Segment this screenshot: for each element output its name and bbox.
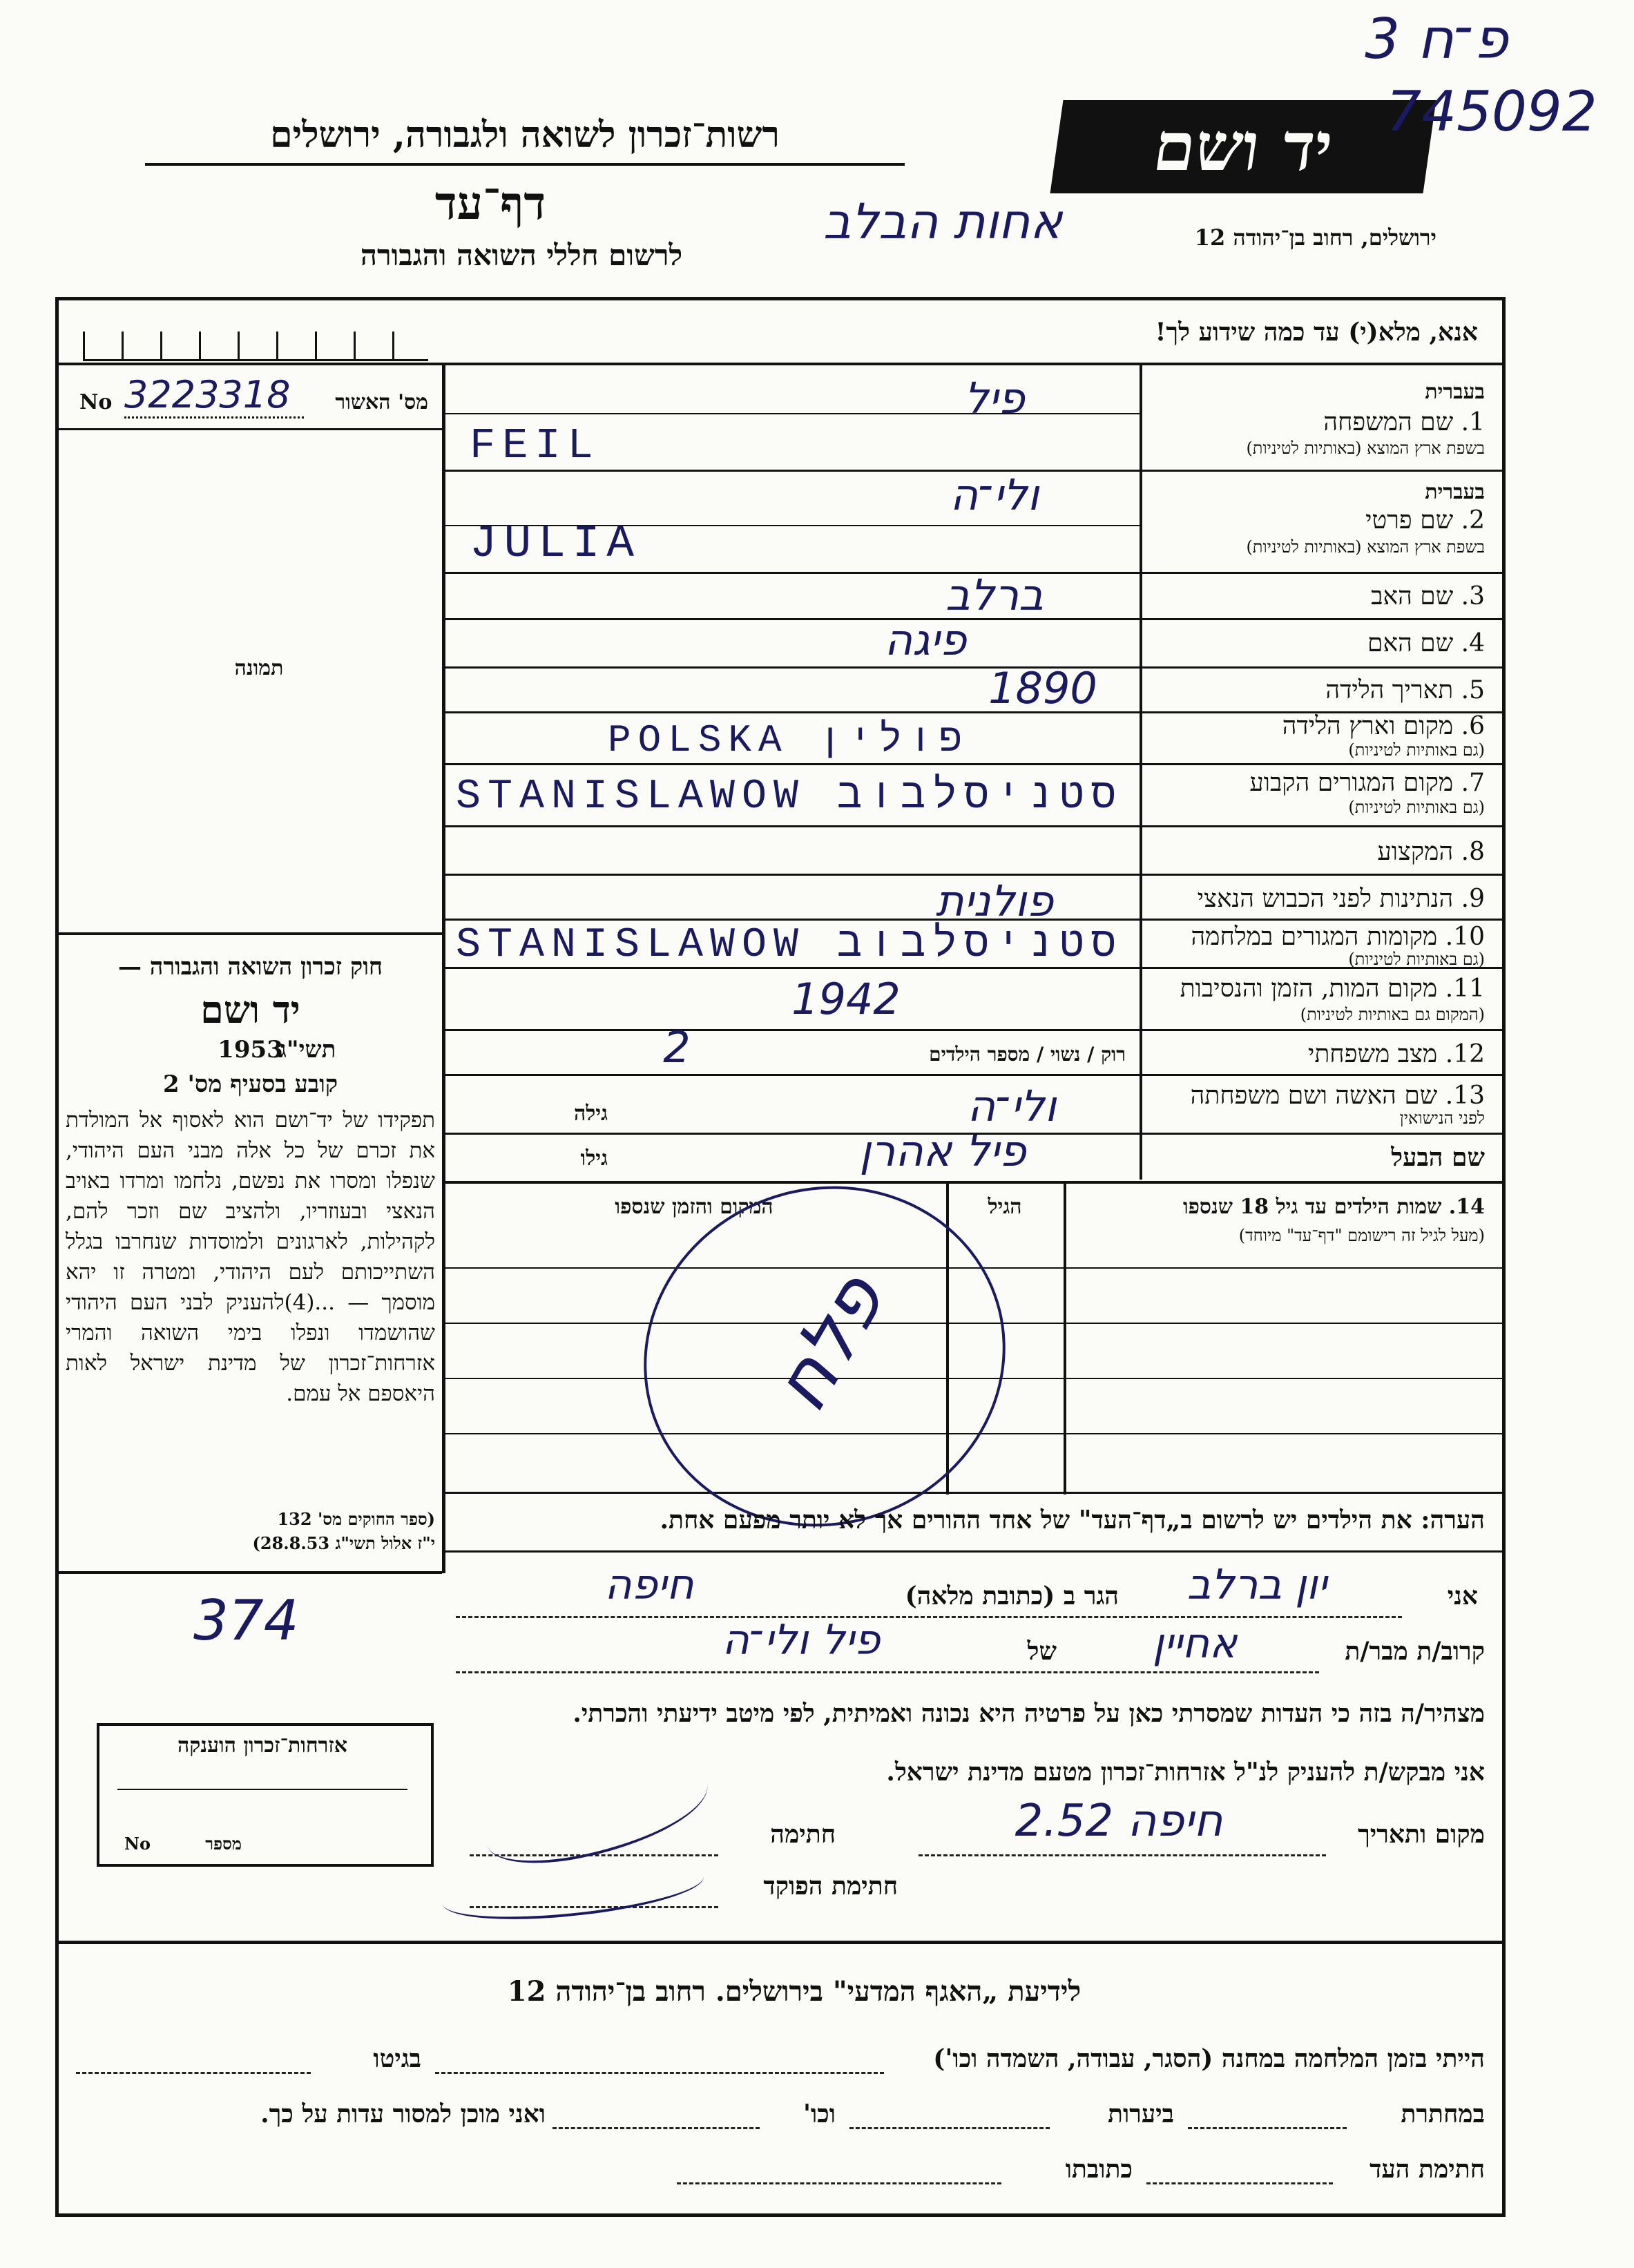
declaration-of-label: של (1027, 1637, 1057, 1666)
law-clause: קובע בסעיף מס' 2 (162, 1070, 338, 1098)
field-7-label: 7. מקום המגורים הקבוע (1249, 769, 1485, 797)
field-1-value-latin: FEIL (470, 421, 600, 470)
law-year: 1953 (218, 1036, 283, 1064)
citizenship-box-title: אזרחות־זכרון הוענקה (177, 1733, 348, 1758)
field-12-label: 12. מצב משפחתי (1307, 1040, 1485, 1068)
field-10-value: STANISLAWOW סטניסלבוב (456, 922, 1124, 969)
header-address: ירושלים, רחוב בן־יהודה 12 (1194, 224, 1436, 251)
law-logo: יד ושם (200, 988, 300, 1032)
declaration-me-value: יון ברלב (1186, 1561, 1327, 1609)
field-7-sub: (גם באותיות לטיניות) (1348, 798, 1485, 817)
field-13-age-label: גילה (573, 1102, 608, 1126)
place-date-label: מקום ותאריך (1358, 1820, 1485, 1849)
law-ref-1: (ספר החוקים מס' 132 (277, 1509, 435, 1529)
field-1-value-he: פיל (964, 373, 1025, 423)
field-2-sub: בשפת ארץ המוצא (באותיות לטיניות) (1246, 537, 1485, 557)
field-1-sub: בשפת ארץ המוצא (באותיות לטיניות) (1246, 439, 1485, 458)
field-13-label: 13. שם האשה ושם משפחתה (1190, 1082, 1485, 1110)
declaration-relative-label: קרוב/ת מבר/ת (1345, 1637, 1485, 1666)
note-text: הערה: את הילדים יש לרשום ב„דף־העד" של אחד ההורים אך לא יותר מפעם אחת. (660, 1506, 1485, 1535)
children-handwritten: פלח (755, 1260, 903, 1425)
form-subtitle: לרשום חללי השואה והגבורה (360, 238, 683, 272)
footer-line3-a: חתימת העד (1369, 2155, 1485, 2184)
field-3-value: ברלב (945, 570, 1044, 620)
field-2-value-latin: JULIA (470, 518, 642, 570)
citizenship-box-no: מספר (205, 1834, 242, 1854)
husband-age-label: גילו (580, 1146, 608, 1171)
field-7-value: STANISLAWOW סטניסלבוב (456, 773, 1124, 820)
tick-marks (83, 331, 428, 361)
declaration-request: אני מבקש/ת להעניק לנ"ל אזרחות־זכרון מטעם מדינת ישראל. (886, 1758, 1485, 1787)
field-5-label: 5. תאריך הלידה (1325, 676, 1485, 704)
field-6-sub: (גם באותיות לטיניות) (1348, 740, 1485, 760)
footer-line1-end: בגיטו (373, 2044, 421, 2073)
children-col-age: הגיל (988, 1195, 1022, 1219)
field-9-label: 9. הנתינות לפני הכבוש הנאצי (1197, 885, 1485, 913)
footer-title: לידיעת „האגף המדעי" בירושלים. רחוב בן־יהודה 12 (507, 1975, 1082, 2008)
children-col-place: המקום והזמן שנספו (615, 1195, 773, 1219)
footer-line2-a: במחתרת (1401, 2099, 1485, 2128)
clerk-label: חתימת הפוקד (763, 1872, 898, 1901)
form-title: דף־עד (434, 176, 546, 230)
certificate-no-label: No (79, 390, 113, 414)
field-12-value: 2 (663, 1022, 691, 1073)
signature-label: חתימה (770, 1820, 836, 1849)
footer-line2-c: וכו' (802, 2099, 836, 2128)
place-date-value: חיפה 2.52 (1015, 1796, 1223, 1847)
photo-label: תמונה (234, 656, 284, 680)
children-sub: (מעל לגיל זה רישומם "דף־עד" מיוחד) (1238, 1226, 1485, 1245)
authority-title: רשות־זכרון לשואה ולגבורה, ירושלים (145, 114, 905, 166)
field-2-label: 2. שם פרטי (1365, 506, 1485, 535)
certificate-value: 3223318 (124, 373, 304, 419)
field-9-value: פולנית (935, 876, 1054, 926)
handwritten-sister: אחות הבלב (823, 193, 1063, 250)
certificate-label: מס' האשור (335, 390, 428, 414)
declaration-statement: מצהיר/ה בזה כי העדות שמסרתי כאן על פרטיה היא נכונה ואמיתית, לפי מיטב ידיעתי והכרתי. (573, 1699, 1485, 1728)
field-5-value: 1890 (988, 663, 1097, 713)
field-4-value: פיגה (884, 615, 967, 665)
declaration-address-value: חיפה (604, 1561, 694, 1609)
citizenship-box-no2: No (124, 1834, 151, 1854)
field-10-label: 10. מקומות המגורים במלחמה (1191, 923, 1485, 951)
handwritten-corner: פ־ח 3 (1365, 7, 1508, 71)
husband-label: שם הבעל (1391, 1143, 1485, 1172)
field-13-sub: לפני הנישואין (1399, 1108, 1485, 1128)
declaration-address-label: הגר ב (כתובת מלאה) (905, 1582, 1119, 1611)
field-11-sub: (המקום גם באותיות לטיניות) (1300, 1005, 1485, 1024)
handwritten-number: 745092 (1386, 79, 1597, 144)
declaration-of-value: פיל ולי־ה (722, 1616, 881, 1664)
footer-line2-end: ואני מוכן למסור עדות על כך. (260, 2099, 546, 2128)
top-instruction: אנא, מלא(י) עד כמה שידוע לך! (1155, 318, 1478, 347)
footer-line2-b: ביערות (1107, 2099, 1174, 2128)
declaration-me-label: אני (1447, 1582, 1478, 1611)
law-text: תפקידו של יד־ושם הוא לאסוף אל המולדת את זכרם של כל אלה מבני העם היהודי, שנפלו ומסרו את נפשם, נלחמו ומרדו באויב הנאצי ובעוזריו, ולהציב שם וזכר להם, לקהילות, לארגונים ולמוסדות שנחרבו בגלל השתייכותם לעם היהודי, ומטרה זו יהא מוסמך — ...(4)להעניק לבני העם היהודי שהושמדו ונפלו בימי השואה והמרי אזרחות־זכרון של מדינת ישראל לאות היאספם אל עמם. (66, 1108, 435, 1406)
law-hebrew-year: תשי"ג (278, 1036, 336, 1064)
field-10-sub: (גם באותיות לטיניות) (1348, 950, 1485, 969)
husband-value: פיל אהרן (859, 1126, 1026, 1176)
field-3-label: 3. שם האב (1371, 582, 1485, 611)
field-2-value-he: ולי־ה (950, 470, 1039, 520)
field-11-value: 1942 (791, 974, 901, 1024)
field-8-label: 8. המקצוע (1377, 838, 1485, 866)
footer-line3-b: כתובתו (1065, 2155, 1133, 2184)
declaration-relative-value: אחיין (1152, 1620, 1238, 1668)
field-11-label: 11. מקום המות, הזמן והנסיבות (1180, 974, 1485, 1003)
field-6-label: 6. מקום וארץ הלידה (1282, 712, 1485, 740)
field-2-lang: בעברית (1425, 480, 1485, 504)
footer-line1: הייתי בזמן המלחמה במחנה (הסגר, עבודה, השמדה וכו') (933, 2044, 1485, 2073)
yad-vashem-logo: יד ושם (1050, 100, 1436, 193)
field-1-label: 1. שם המשפחה (1323, 408, 1485, 436)
law-ref-2: י"ז אלול תשי"ג 28.8.53) (252, 1533, 435, 1553)
children-label: 14. שמות הילדים עד גיל 18 שנספו (1182, 1195, 1485, 1219)
field-12-options: רוק / נשוי / מספר הילדים (929, 1043, 1126, 1066)
field-6-value: POLSKA פולין (608, 718, 970, 762)
law-title: חוק זכרון השואה והגבורה — (117, 953, 383, 981)
handwritten-num: 374 (193, 1588, 299, 1653)
field-1-lang: בעברית (1425, 380, 1485, 404)
field-4-label: 4. שם האם (1367, 629, 1485, 657)
field-13-value: ולי־ה (967, 1081, 1057, 1131)
